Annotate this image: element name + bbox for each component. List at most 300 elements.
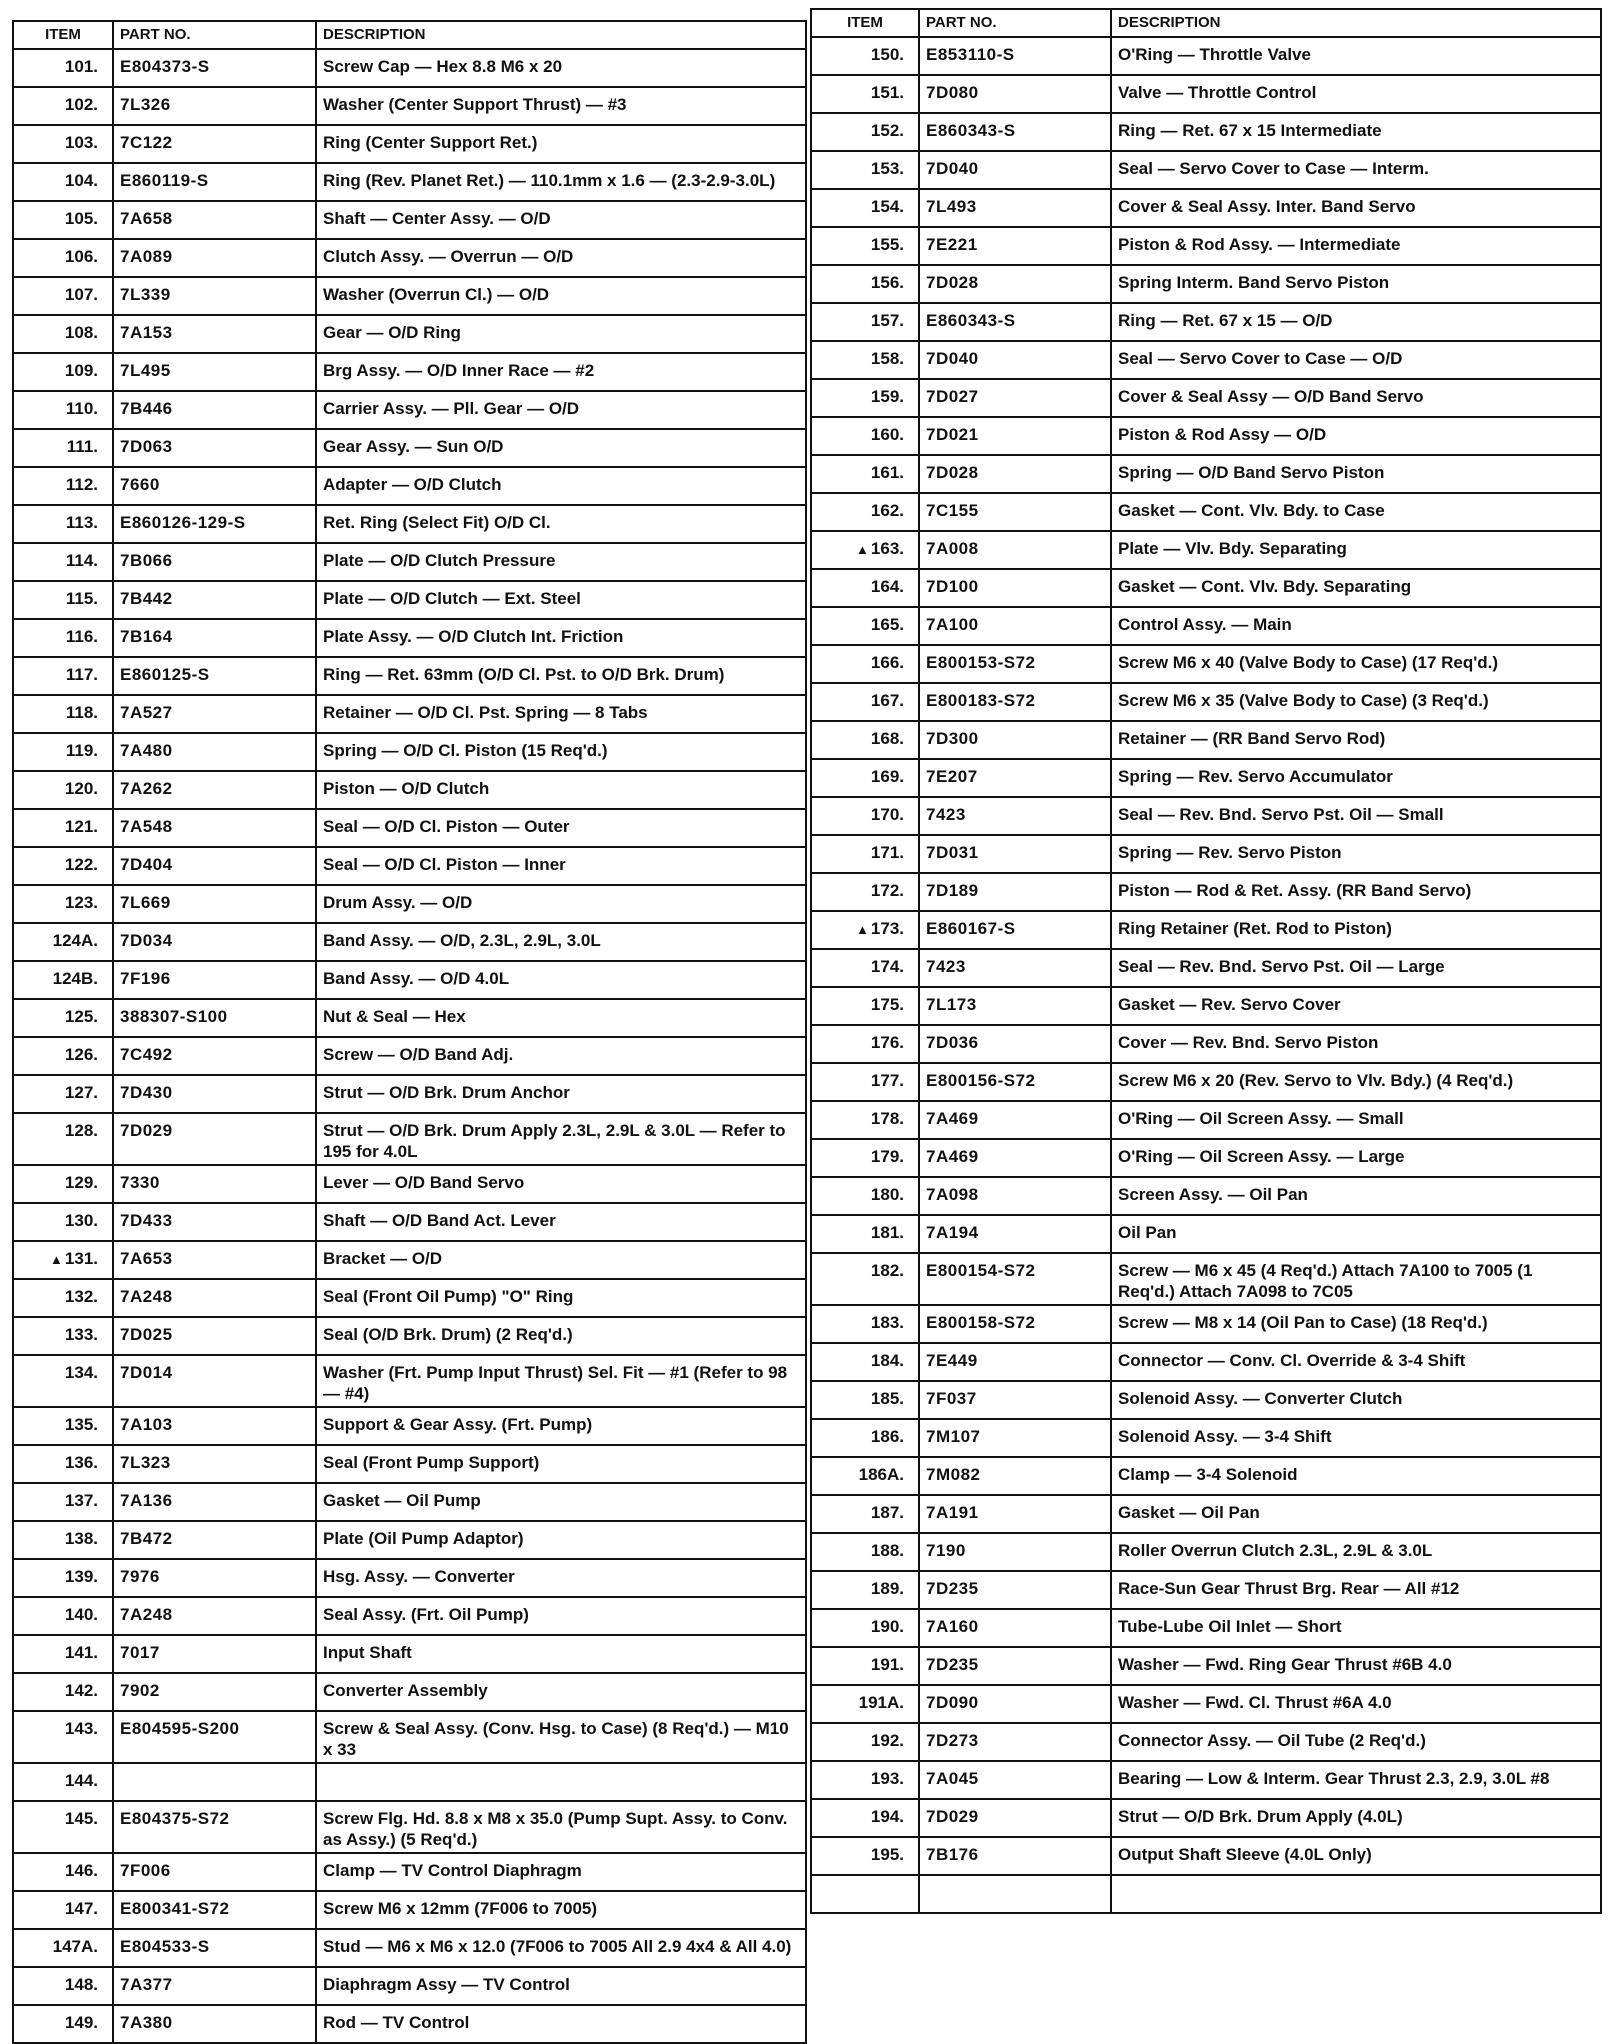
- item-number: [811, 1025, 919, 1063]
- item-number: [13, 1483, 113, 1521]
- description: Bracket — O/D: [316, 1241, 806, 1279]
- description: Gear — O/D Ring: [316, 315, 806, 353]
- table-row: [811, 1761, 1601, 1799]
- table-row: [811, 1647, 1601, 1685]
- item-number: [811, 1609, 919, 1647]
- table-row: [811, 1253, 1601, 1305]
- table-row: [811, 873, 1601, 911]
- item-number-text: 180.: [870, 1185, 904, 1204]
- table-row: [811, 949, 1601, 987]
- item-number: [811, 341, 919, 379]
- part-number: [919, 1875, 1111, 1913]
- table-row: [811, 75, 1601, 113]
- item-number: [811, 1875, 919, 1913]
- item-number-text: 141.: [64, 1643, 98, 1662]
- description: Oil Pan: [1111, 1215, 1601, 1253]
- part-number: 7C122: [113, 125, 316, 163]
- table-row: [811, 1875, 1601, 1913]
- item-number-text: 136.: [64, 1453, 98, 1472]
- item-number: [13, 999, 113, 1037]
- description: Seal — O/D Cl. Piston — Inner: [316, 847, 806, 885]
- item-number-text: 151.: [870, 83, 904, 102]
- part-number: 7D029: [113, 1113, 316, 1165]
- table-row: [13, 391, 806, 429]
- description: Band Assy. — O/D 4.0L: [316, 961, 806, 999]
- item-number-text: 103.: [64, 133, 98, 152]
- part-number: 7A194: [919, 1215, 1111, 1253]
- description: Connector — Conv. Cl. Override & 3-4 Shift: [1111, 1343, 1601, 1381]
- description: Adapter — O/D Clutch: [316, 467, 806, 505]
- description: [316, 1763, 806, 1801]
- item-number: [13, 201, 113, 239]
- table-row: [811, 113, 1601, 151]
- description: Race-Sun Gear Thrust Brg. Rear — All #12: [1111, 1571, 1601, 1609]
- description: Seal Assy. (Frt. Oil Pump): [316, 1597, 806, 1635]
- part-number: 7660: [113, 467, 316, 505]
- item-number-text: 148.: [64, 1975, 98, 1994]
- table-row: [13, 125, 806, 163]
- description: Tube-Lube Oil Inlet — Short: [1111, 1609, 1601, 1647]
- item-number-text: 150.: [870, 45, 904, 64]
- part-number: 7D028: [919, 265, 1111, 303]
- table-row: [13, 1165, 806, 1203]
- part-number: E853110-S: [919, 37, 1111, 75]
- part-number: 7B446: [113, 391, 316, 429]
- description: Gasket — Cont. Vlv. Bdy. to Case: [1111, 493, 1601, 531]
- item-number-text: 126.: [64, 1045, 98, 1064]
- table-row: [13, 1763, 806, 1801]
- description: Solenoid Assy. — Converter Clutch: [1111, 1381, 1601, 1419]
- description: Piston — O/D Clutch: [316, 771, 806, 809]
- item-number-text: 146.: [64, 1861, 98, 1880]
- description: Screw Flg. Hd. 8.8 x M8 x 35.0 (Pump Supt. Assy. to Conv. as Assy.) (5 Req'd.): [316, 1801, 806, 1853]
- description: Screw — O/D Band Adj.: [316, 1037, 806, 1075]
- item-number: [811, 227, 919, 265]
- description: O'Ring — Oil Screen Assy. — Large: [1111, 1139, 1601, 1177]
- table-row: [811, 1685, 1601, 1723]
- part-number: 7D189: [919, 873, 1111, 911]
- description: Cover — Rev. Bnd. Servo Piston: [1111, 1025, 1601, 1063]
- item-number: [811, 1761, 919, 1799]
- item-number-text: 114.: [65, 551, 98, 570]
- description: Piston — Rod & Ret. Assy. (RR Band Servo): [1111, 873, 1601, 911]
- part-number: 7A377: [113, 1967, 316, 2005]
- description: Connector Assy. — Oil Tube (2 Req'd.): [1111, 1723, 1601, 1761]
- item-number-text: 142.: [64, 1681, 98, 1700]
- part-number: E800156-S72: [919, 1063, 1111, 1101]
- item-number: [811, 1139, 919, 1177]
- header-description: DESCRIPTION: [1111, 9, 1601, 37]
- item-number-text: 160.: [870, 425, 904, 444]
- description: Stud — M6 x M6 x 12.0 (7F006 to 7005 All 2.9 4x4 & All 4.0): [316, 1929, 806, 1967]
- item-number: [811, 189, 919, 227]
- item-number: [811, 1495, 919, 1533]
- part-number: 7190: [919, 1533, 1111, 1571]
- part-number: 7330: [113, 1165, 316, 1203]
- item-number: [811, 721, 919, 759]
- part-number: 7A262: [113, 771, 316, 809]
- item-number: [13, 467, 113, 505]
- part-number: 7C155: [919, 493, 1111, 531]
- part-number: 7D063: [113, 429, 316, 467]
- description: Screw M6 x 40 (Valve Body to Case) (17 Req'd.): [1111, 645, 1601, 683]
- part-number: 7423: [919, 949, 1111, 987]
- item-number-text: 123.: [64, 893, 98, 912]
- description: Strut — O/D Brk. Drum Anchor: [316, 1075, 806, 1113]
- part-number: E860125-S: [113, 657, 316, 695]
- description: Plate — O/D Clutch — Ext. Steel: [316, 581, 806, 619]
- item-number-text: 117.: [65, 665, 98, 684]
- description: Washer — Fwd. Ring Gear Thrust #6B 4.0: [1111, 1647, 1601, 1685]
- item-number-text: 116.: [65, 627, 98, 646]
- table-row: [13, 87, 806, 125]
- item-number-text: 104.: [64, 171, 98, 190]
- part-number: 7D090: [919, 1685, 1111, 1723]
- table-row: [811, 835, 1601, 873]
- item-number: [13, 1673, 113, 1711]
- part-number: 7A136: [113, 1483, 316, 1521]
- item-number: [811, 873, 919, 911]
- item-number: [13, 1891, 113, 1929]
- item-number: [13, 429, 113, 467]
- item-number: [13, 1317, 113, 1355]
- table-row: [13, 49, 806, 87]
- description: Lever — O/D Band Servo: [316, 1165, 806, 1203]
- item-number: [811, 1215, 919, 1253]
- item-number: [811, 1419, 919, 1457]
- part-number: 7D025: [113, 1317, 316, 1355]
- part-number: 7L669: [113, 885, 316, 923]
- item-number-text: 155.: [870, 235, 904, 254]
- description: Ring — Ret. 63mm (O/D Cl. Pst. to O/D Brk. Drum): [316, 657, 806, 695]
- item-number: [13, 1165, 113, 1203]
- header-item: ITEM: [811, 9, 919, 37]
- table-row: [811, 797, 1601, 835]
- table-row: [13, 961, 806, 999]
- part-number: 7976: [113, 1559, 316, 1597]
- item-number-text: 191A.: [858, 1693, 904, 1712]
- item-number: [13, 1711, 113, 1763]
- description: Input Shaft: [316, 1635, 806, 1673]
- item-number: [13, 1635, 113, 1673]
- item-number: [13, 1279, 113, 1317]
- part-number: 7A248: [113, 1279, 316, 1317]
- part-number: 7A469: [919, 1101, 1111, 1139]
- item-number: [811, 493, 919, 531]
- item-number: [13, 1241, 113, 1279]
- table-row: [13, 1559, 806, 1597]
- table-row: [811, 151, 1601, 189]
- description: Solenoid Assy. — 3-4 Shift: [1111, 1419, 1601, 1457]
- item-number: [811, 113, 919, 151]
- triangle-marker-icon: ▲: [50, 1252, 63, 1267]
- table-row: [13, 1241, 806, 1279]
- description: Plate — O/D Clutch Pressure: [316, 543, 806, 581]
- table-row: [811, 1177, 1601, 1215]
- table-row: [811, 455, 1601, 493]
- item-number: [13, 619, 113, 657]
- part-number: 7A548: [113, 809, 316, 847]
- item-number-text: 171.: [870, 843, 904, 862]
- item-number: [13, 315, 113, 353]
- item-number-text: 190.: [870, 1617, 904, 1636]
- part-number: 7E207: [919, 759, 1111, 797]
- description: O'Ring — Throttle Valve: [1111, 37, 1601, 75]
- part-number: E804595-S200: [113, 1711, 316, 1763]
- description: Washer (Center Support Thrust) — #3: [316, 87, 806, 125]
- table-row: [811, 1495, 1601, 1533]
- part-number: 7A191: [919, 1495, 1111, 1533]
- part-number: [113, 1763, 316, 1801]
- item-number-text: 111.: [66, 437, 98, 456]
- part-number: 7M082: [919, 1457, 1111, 1495]
- part-number: 7D036: [919, 1025, 1111, 1063]
- item-number: [811, 1647, 919, 1685]
- item-number-text: 112.: [65, 475, 98, 494]
- part-number: 7A089: [113, 239, 316, 277]
- item-number: [811, 1837, 919, 1875]
- part-number: E800158-S72: [919, 1305, 1111, 1343]
- table-row: [13, 581, 806, 619]
- item-number-text: 177.: [870, 1071, 904, 1090]
- table-row: [811, 379, 1601, 417]
- part-number: 7D100: [919, 569, 1111, 607]
- table-row: [13, 163, 806, 201]
- part-number: 7F006: [113, 1853, 316, 1891]
- item-number: [13, 1075, 113, 1113]
- description: Spring — Rev. Servo Piston: [1111, 835, 1601, 873]
- table-row: [811, 987, 1601, 1025]
- part-number: 7D433: [113, 1203, 316, 1241]
- description: Gasket — Cont. Vlv. Bdy. Separating: [1111, 569, 1601, 607]
- item-number: [811, 1177, 919, 1215]
- item-number-text: 121.: [64, 817, 98, 836]
- part-number: E860119-S: [113, 163, 316, 201]
- item-number: [13, 391, 113, 429]
- table-row: [811, 683, 1601, 721]
- table-row: [13, 277, 806, 315]
- part-number: 7D430: [113, 1075, 316, 1113]
- description: Seal — Servo Cover to Case — O/D: [1111, 341, 1601, 379]
- item-number-text: 161.: [870, 463, 904, 482]
- item-number-text: 184.: [870, 1351, 904, 1370]
- item-number-text: 183.: [870, 1313, 904, 1332]
- description: Washer (Frt. Pump Input Thrust) Sel. Fit — #1 (Refer to 98 — #4): [316, 1355, 806, 1407]
- item-number: [811, 1685, 919, 1723]
- item-number: [13, 1037, 113, 1075]
- item-number: [811, 1799, 919, 1837]
- item-number-text: 147A.: [52, 1937, 98, 1956]
- description: Screw — M8 x 14 (Oil Pan to Case) (18 Req'd.): [1111, 1305, 1601, 1343]
- item-number-text: 109.: [64, 361, 98, 380]
- table-row: [13, 1711, 806, 1763]
- item-number-text: 143.: [64, 1719, 98, 1738]
- item-number: [811, 607, 919, 645]
- table-row: [811, 417, 1601, 455]
- item-number-text: 166.: [870, 653, 904, 672]
- item-number: [13, 1521, 113, 1559]
- table-row: [811, 189, 1601, 227]
- part-number: 7M107: [919, 1419, 1111, 1457]
- part-number: 7A103: [113, 1407, 316, 1445]
- item-number: [811, 683, 919, 721]
- table-row: [811, 759, 1601, 797]
- table-row: [13, 1317, 806, 1355]
- table-row: [13, 2005, 806, 2043]
- part-number: 7L339: [113, 277, 316, 315]
- item-number-text: 140.: [64, 1605, 98, 1624]
- item-number-text: 157.: [870, 311, 904, 330]
- item-number: [811, 1063, 919, 1101]
- description: Seal — O/D Cl. Piston — Outer: [316, 809, 806, 847]
- item-number-text: 127.: [64, 1083, 98, 1102]
- triangle-marker-icon: ▲: [856, 922, 869, 937]
- description: Gasket — Rev. Servo Cover: [1111, 987, 1601, 1025]
- table-row: [811, 1215, 1601, 1253]
- part-number: 7F196: [113, 961, 316, 999]
- part-number: 7D040: [919, 341, 1111, 379]
- table-row: [13, 1853, 806, 1891]
- table-row: [811, 531, 1601, 569]
- table-row: [13, 1279, 806, 1317]
- item-number-text: 194.: [870, 1807, 904, 1826]
- item-number: [13, 847, 113, 885]
- description: Brg Assy. — O/D Inner Race — #2: [316, 353, 806, 391]
- triangle-marker-icon: ▲: [856, 542, 869, 557]
- header-row: [13, 21, 806, 49]
- description: Screw M6 x 35 (Valve Body to Case) (3 Req'd.): [1111, 683, 1601, 721]
- part-number: 7A658: [113, 201, 316, 239]
- item-number-text: 195.: [870, 1845, 904, 1864]
- item-number-text: 179.: [870, 1147, 904, 1166]
- table-row: [13, 619, 806, 657]
- description: Gasket — Oil Pan: [1111, 1495, 1601, 1533]
- item-number: [13, 581, 113, 619]
- table-row: [13, 201, 806, 239]
- description: Cover & Seal Assy — O/D Band Servo: [1111, 379, 1601, 417]
- item-number-text: 105.: [64, 209, 98, 228]
- item-number: [13, 1113, 113, 1165]
- description: Strut — O/D Brk. Drum Apply 2.3L, 2.9L & 3.0L — Refer to 195 for 4.0L: [316, 1113, 806, 1165]
- item-number-text: 174.: [870, 957, 904, 976]
- description: Seal (Front Pump Support): [316, 1445, 806, 1483]
- description: Spring — Rev. Servo Accumulator: [1111, 759, 1601, 797]
- part-number: 7D080: [919, 75, 1111, 113]
- description: Screw M6 x 12mm (7F006 to 7005): [316, 1891, 806, 1929]
- table-row: [13, 1597, 806, 1635]
- item-number: [13, 163, 113, 201]
- item-number-text: 131.: [64, 1249, 98, 1268]
- part-number: 7B442: [113, 581, 316, 619]
- item-number-text: 186.: [870, 1427, 904, 1446]
- parts-table-right: [810, 8, 1602, 1914]
- item-number-text: 110.: [65, 399, 98, 418]
- table-row: [13, 695, 806, 733]
- item-number: [13, 543, 113, 581]
- item-number: [811, 1457, 919, 1495]
- item-number: [811, 1571, 919, 1609]
- item-number-text: 132.: [64, 1287, 98, 1306]
- description: Spring Interm. Band Servo Piston: [1111, 265, 1601, 303]
- parts-table-left: [12, 20, 807, 2044]
- item-number: [13, 125, 113, 163]
- description: Screw & Seal Assy. (Conv. Hsg. to Case) (8 Req'd.) — M10 x 33: [316, 1711, 806, 1763]
- item-number-text: 128.: [64, 1121, 98, 1140]
- item-number: [13, 353, 113, 391]
- description: Piston & Rod Assy — O/D: [1111, 417, 1601, 455]
- table-row: [13, 315, 806, 353]
- table-row: [811, 1381, 1601, 1419]
- description: Screw M6 x 20 (Rev. Servo to Vlv. Bdy.) (4 Req'd.): [1111, 1063, 1601, 1101]
- item-number-text: 135.: [64, 1415, 98, 1434]
- item-number: [13, 2005, 113, 2043]
- table-row: [811, 1063, 1601, 1101]
- part-number: E800183-S72: [919, 683, 1111, 721]
- item-number-text: 147.: [64, 1899, 98, 1918]
- item-number: [811, 379, 919, 417]
- description: O'Ring — Oil Screen Assy. — Small: [1111, 1101, 1601, 1139]
- item-number-text: 185.: [870, 1389, 904, 1408]
- item-number: [13, 657, 113, 695]
- table-row: [13, 1113, 806, 1165]
- description: Cover & Seal Assy. Inter. Band Servo: [1111, 189, 1601, 227]
- item-number: [811, 645, 919, 683]
- item-number: [13, 1597, 113, 1635]
- description: Plate (Oil Pump Adaptor): [316, 1521, 806, 1559]
- item-number-text: 108.: [64, 323, 98, 342]
- item-number: [811, 455, 919, 493]
- part-number: 7A480: [113, 733, 316, 771]
- description: Clamp — 3-4 Solenoid: [1111, 1457, 1601, 1495]
- table-row: [811, 1101, 1601, 1139]
- item-number-text: 178.: [870, 1109, 904, 1128]
- item-number-text: 101.: [64, 57, 98, 76]
- part-number: 7A160: [919, 1609, 1111, 1647]
- item-number: [811, 1343, 919, 1381]
- item-number-text: 145.: [64, 1809, 98, 1828]
- item-number: [811, 987, 919, 1025]
- part-number: 7A469: [919, 1139, 1111, 1177]
- part-number: 7A098: [919, 1177, 1111, 1215]
- table-row: [811, 37, 1601, 75]
- item-number-text: 168.: [870, 729, 904, 748]
- table-row: [13, 353, 806, 391]
- part-number: 7B472: [113, 1521, 316, 1559]
- table-row: [811, 1837, 1601, 1875]
- part-number: 7B164: [113, 619, 316, 657]
- part-number: 7L326: [113, 87, 316, 125]
- description: Screw Cap — Hex 8.8 M6 x 20: [316, 49, 806, 87]
- description: [1111, 1875, 1601, 1913]
- item-number-text: 144.: [64, 1771, 98, 1790]
- item-number-text: 172.: [870, 881, 904, 900]
- description: Screen Assy. — Oil Pan: [1111, 1177, 1601, 1215]
- item-number: [811, 1723, 919, 1761]
- item-number-text: 124B.: [52, 969, 98, 988]
- part-number: E860126-129-S: [113, 505, 316, 543]
- table-row: [13, 733, 806, 771]
- description: Washer (Overrun Cl.) — O/D: [316, 277, 806, 315]
- item-number: [811, 531, 919, 569]
- table-row: [811, 227, 1601, 265]
- item-number: [811, 1381, 919, 1419]
- part-number: 7L323: [113, 1445, 316, 1483]
- description: Ring (Center Support Ret.): [316, 125, 806, 163]
- table-row: [13, 467, 806, 505]
- item-number: [13, 1445, 113, 1483]
- item-number-text: 124A.: [52, 931, 98, 950]
- item-number-text: 156.: [870, 273, 904, 292]
